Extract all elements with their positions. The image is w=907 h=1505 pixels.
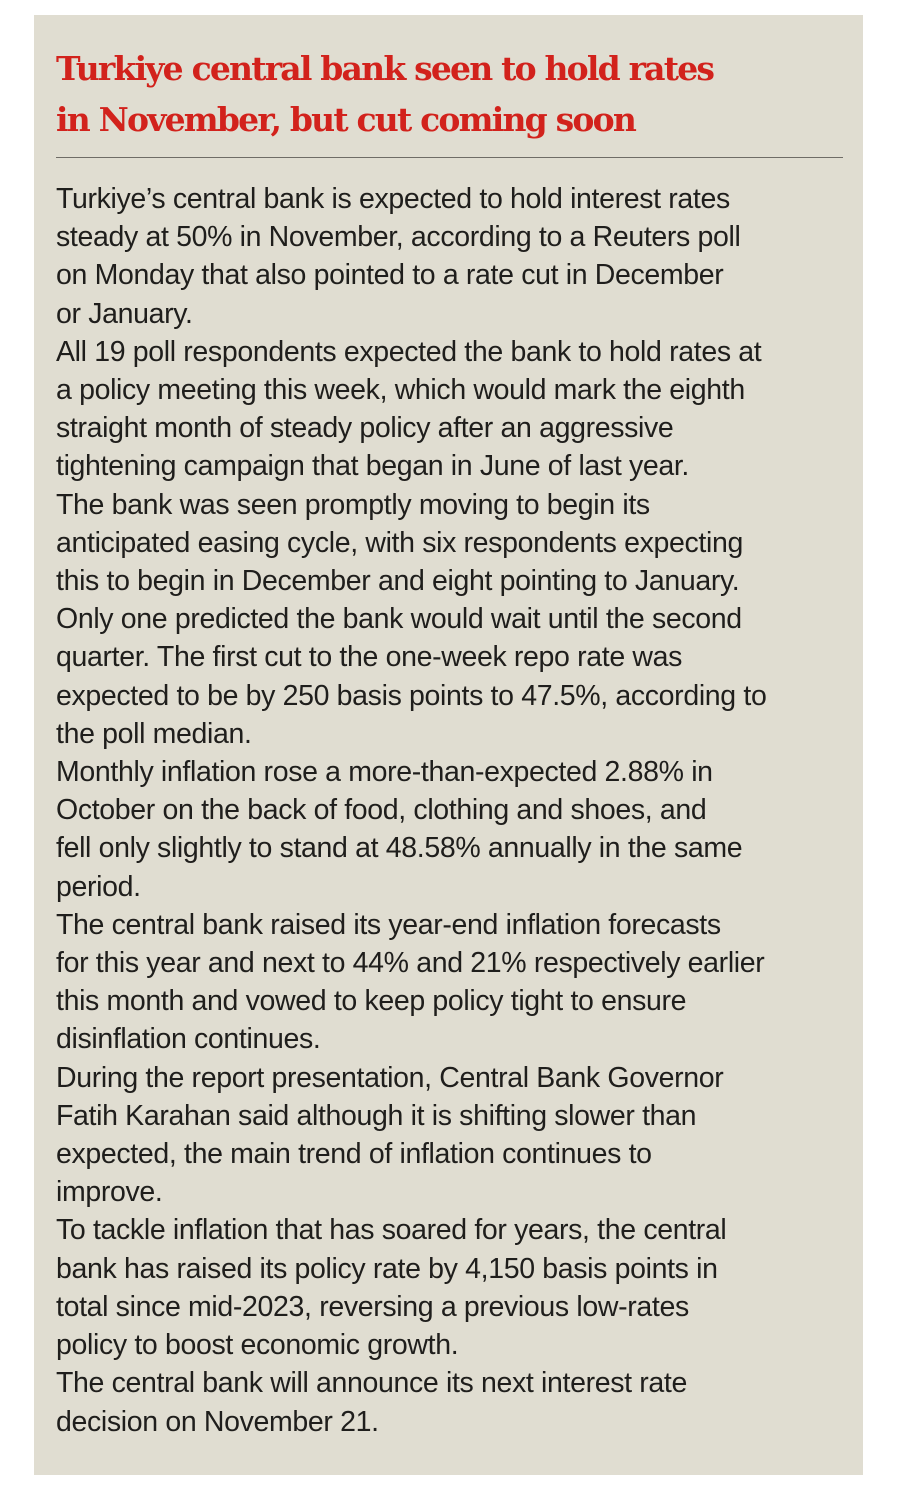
text-line: October on the back of food, clothing and shoes, and: [56, 794, 707, 827]
text-line: steady at 50% in November, according to a Reuters poll: [56, 221, 741, 254]
text-line: quarter. The first cut to the one-week repo rate was: [56, 641, 683, 674]
text-line: Only one predicted the bank would wait until the second: [56, 603, 742, 636]
text-line: Fatih Karahan said although it is shifting slower than: [56, 1099, 697, 1132]
text-line: The central bank raised its year-end inflation forecasts: [56, 908, 721, 941]
text-line: this month and vowed to keep policy tight to ensure: [56, 985, 687, 1018]
text-line: tightening campaign that began in June of last year.: [56, 450, 690, 483]
text-line: or January.: [56, 297, 193, 330]
text-line: improve.: [56, 1176, 163, 1209]
text-line: the poll median.: [56, 717, 252, 750]
text-line: total since mid-2023, reversing a previous low-rates: [56, 1290, 689, 1323]
text-line: Turkiye’s central bank is expected to hold interest rates: [56, 183, 730, 215]
paragraph: [56, 486, 843, 753]
headline-line: in November, but cut coming soon: [56, 100, 636, 139]
text-line: All 19 poll respondents expected the bank to hold rates at: [56, 335, 762, 368]
text-line: period.: [56, 870, 141, 903]
headline-divider: [56, 157, 843, 158]
text-line: expected to be by 250 basis points to 47.5%, according to: [56, 679, 767, 712]
text-line: To tackle inflation that has soared for years, the central: [56, 1214, 727, 1247]
paragraph: [56, 753, 843, 906]
text-line: expected, the main trend of inflation continues to: [56, 1138, 652, 1171]
text-line: fell only slightly to stand at 48.58% annually in the same: [56, 832, 743, 865]
text-line: decision on November 21.: [56, 1405, 379, 1438]
headline: [56, 43, 843, 145]
text-line: disinflation continues.: [56, 1023, 321, 1056]
text-line: anticipated easing cycle, with six respondents expecting: [56, 526, 743, 559]
text-line: on Monday that also pointed to a rate cut in December: [56, 259, 724, 292]
text-line: Monthly inflation rose a more-than-expected 2.88% in: [56, 756, 713, 789]
text-line: During the report presentation, Central Bank Governor: [56, 1061, 724, 1094]
text-line: for this year and next to 44% and 21% respectively earlier: [56, 947, 765, 980]
text-line: this to begin in December and eight pointing to January.: [56, 565, 740, 598]
article-box: [34, 15, 863, 1475]
paragraph: [56, 1211, 843, 1364]
text-line: straight month of steady policy after an aggressive: [56, 412, 674, 445]
paragraph: [56, 180, 843, 333]
text-line: bank has raised its policy rate by 4,150 basis points in: [56, 1252, 718, 1285]
text-line: The central bank will announce its next interest rate: [56, 1367, 687, 1400]
text-line: The bank was seen promptly moving to begin its: [56, 488, 650, 521]
text-line: a policy meeting this week, which would mark the eighth: [56, 374, 745, 407]
text-line: policy to boost economic growth.: [56, 1329, 459, 1362]
paragraph: [56, 1059, 843, 1212]
article-body: [56, 180, 843, 1441]
paragraph: [56, 906, 843, 1059]
paragraph: [56, 1364, 843, 1440]
headline-line: Turkiye central bank seen to hold rates: [56, 49, 714, 88]
paragraph: [56, 333, 843, 486]
